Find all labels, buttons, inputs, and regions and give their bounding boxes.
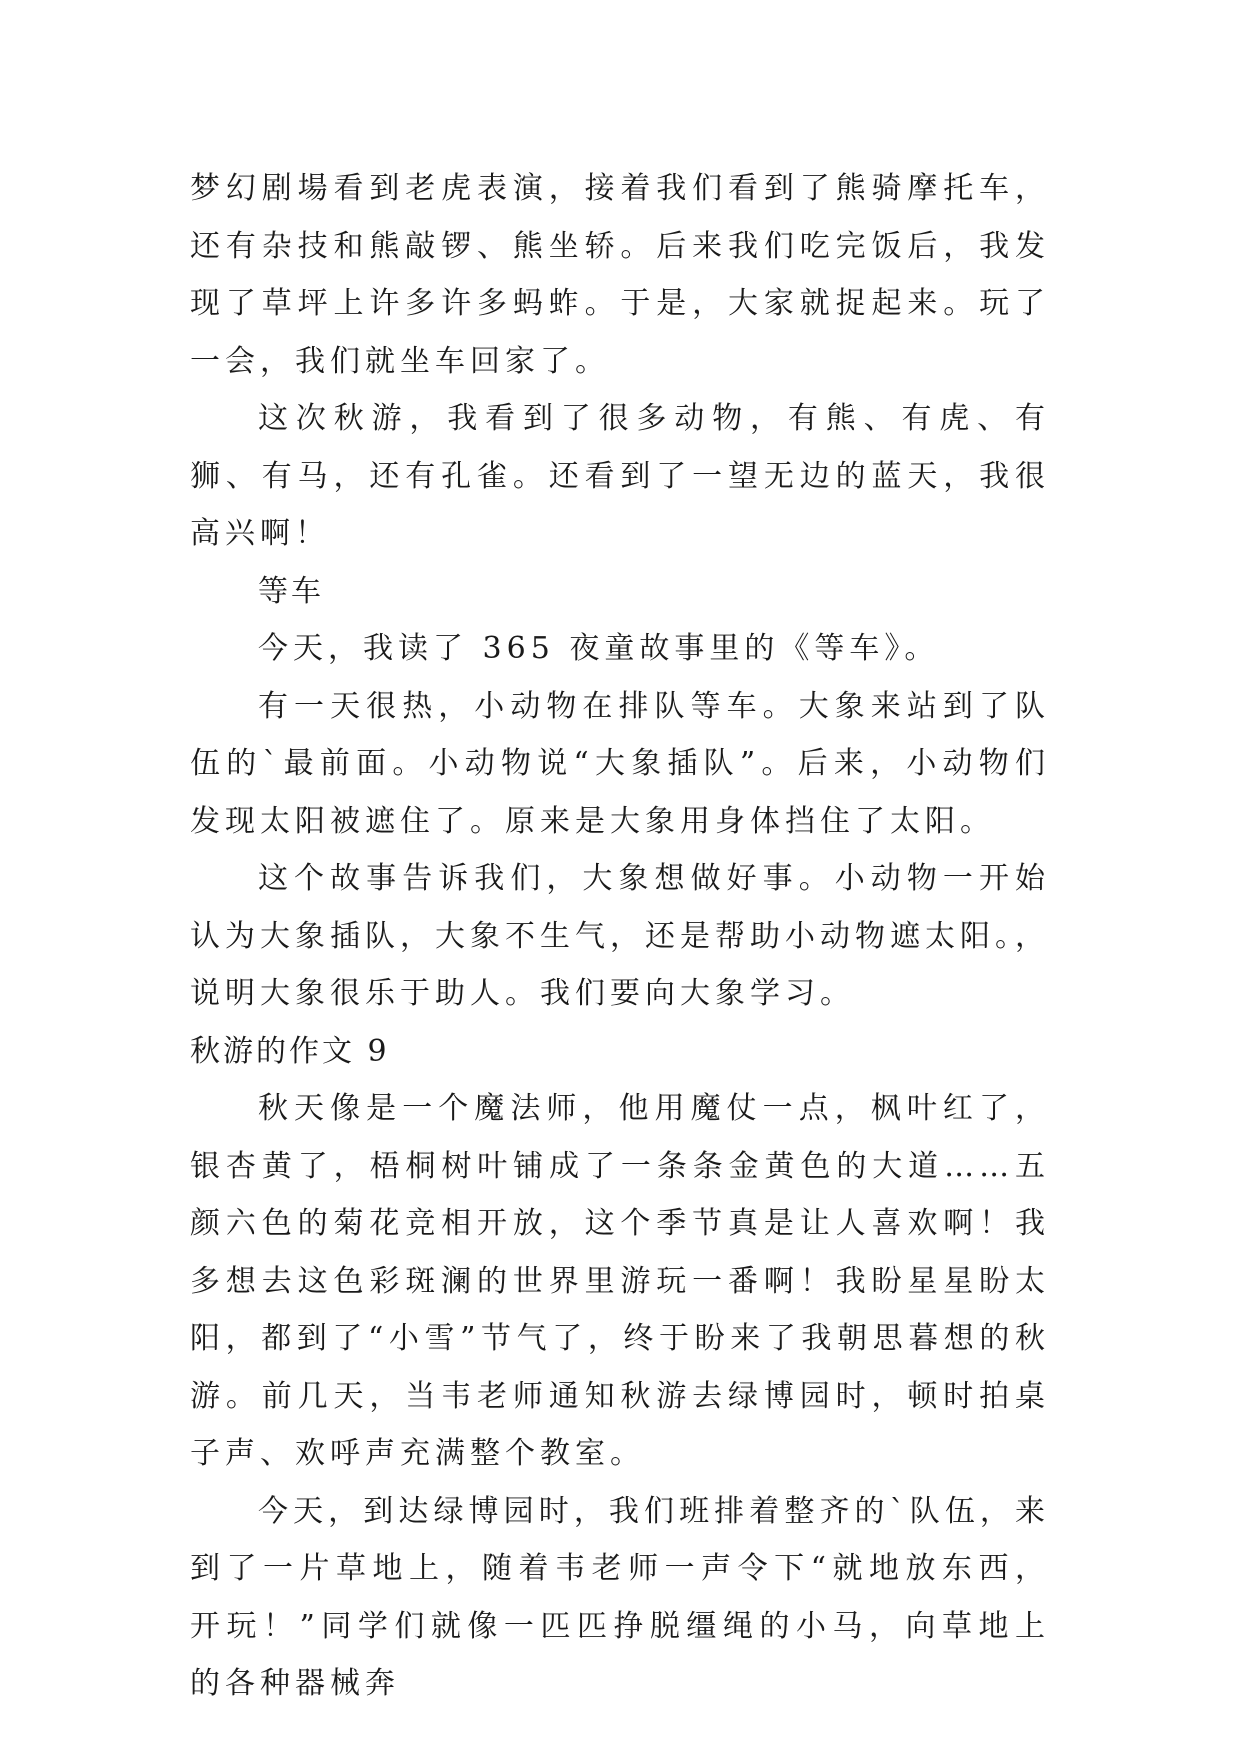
paragraph-autumn-intro: 秋天像是一个魔法师，他用魔仗一点，枫叶红了，银杏黄了，梧桐树叶铺成了一条条金黄色的大道……五颜六色的菊花竞相开放，这个季节真是让人喜欢啊！我多想去这色彩斑澜的世界里游玩一番啊！我盼星星盼太阳，都到了“小雪”节气了，终于盼来了我朝思暮想的秋游。前几天，当韦老师通知秋游去绿博园时，顿时拍桌子声、欢呼声充满整个教室。 xyxy=(190,1091,1050,1471)
paragraph-autumn-summary: 这次秋游，我看到了很多动物，有熊、有虎、有狮、有马，还有孔雀。还看到了一望无边的蓝天，我很高兴啊！ xyxy=(190,401,1050,551)
paragraph-story-body: 有一天很热，小动物在排队等车。大象来站到了队伍的`最前面。小动物说“大象插队”。后来，小动物们发现太阳被遮住了。原来是大象用身体挡住了太阳。 xyxy=(190,688,1050,839)
document-body xyxy=(190,160,1050,1713)
essay-heading: 秋游的作文 9 xyxy=(190,1033,390,1069)
paragraph-story-moral: 这个故事告诉我们，大象想做好事。小动物一开始认为大象插队，大象不生气，还是帮助小动物遮太阳。，说明大象很乐于助人。我们要向大象学习。 xyxy=(190,861,1050,1011)
paragraph-story-intro: 今天，我读了 365 夜童故事里的《等车》。 xyxy=(258,631,940,666)
paragraph-continuation: 梦幻剧場看到老虎表演，接着我们看到了熊骑摩托车，还有杂技和熊敲锣、熊坐轿。后来我们吃完饭后，我发现了草坪上许多许多蚂蚱。于是，大家就捉起来。玩了一会，我们就坐车回家了。 xyxy=(190,171,1050,379)
paragraph-arrival: 今天，到达绿博园时，我们班排着整齐的`队伍，来到了一片草地上，随着韦老师一声令下“就地放东西，开玩！”同学们就像一匹匹挣脱缰绳的小马，向草地上的各种器械奔 xyxy=(190,1493,1050,1701)
story-subtitle: 等车 xyxy=(258,573,324,609)
